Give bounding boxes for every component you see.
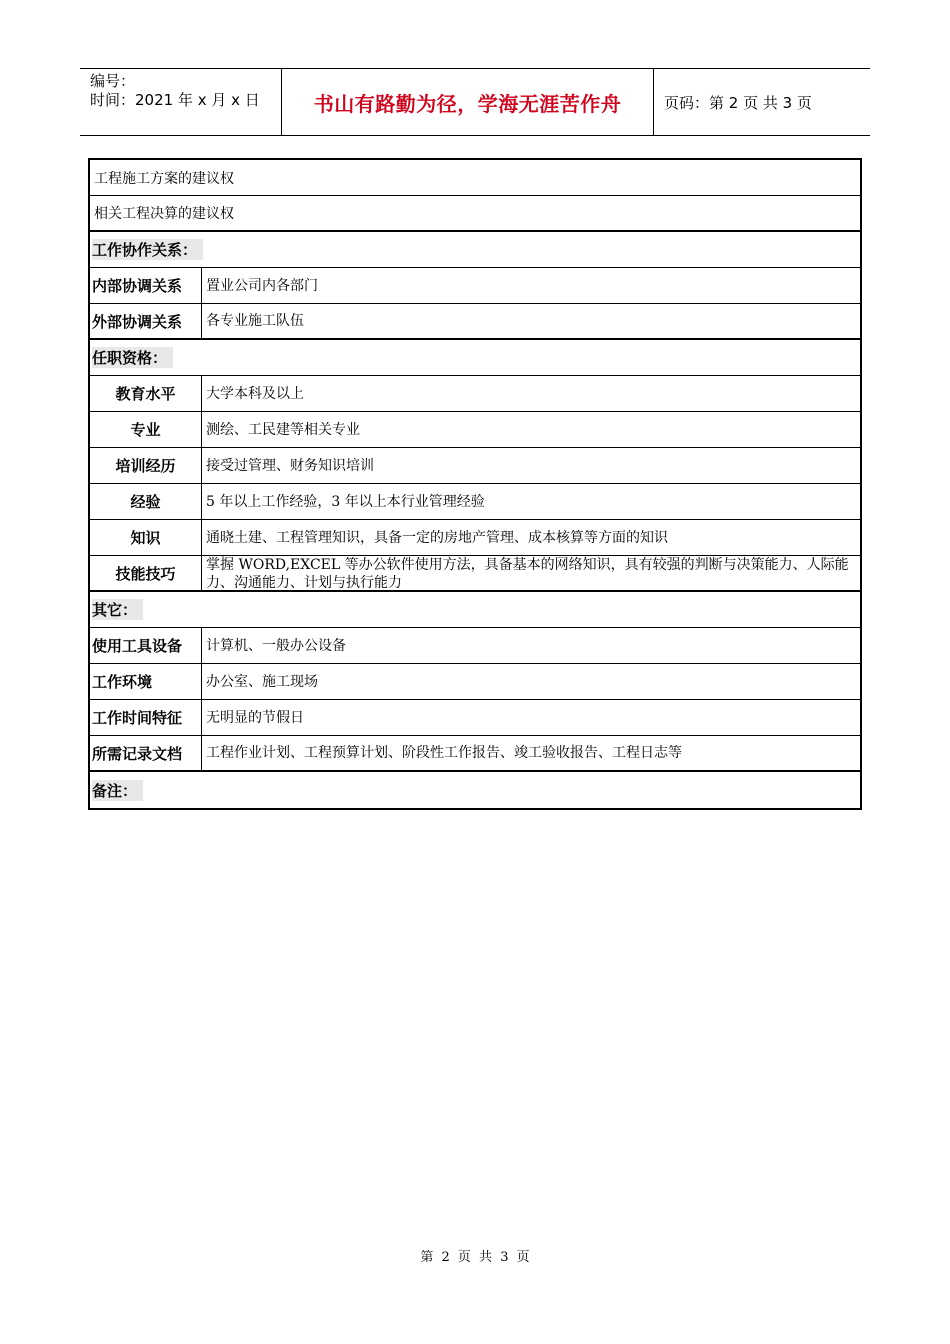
page-footer: 第 2 页 共 3 页 [420,1250,530,1265]
work-time-value: 无明显的节假日 [206,709,304,726]
education-value: 大学本科及以上 [206,385,304,402]
header-motto: 书山有路勤为径，学海无涯苦作舟 [282,69,654,135]
section-header-row [90,592,860,628]
training-label: 培训经历 [90,448,202,483]
documents-value: 工程作业计划、工程预算计划、阶段性工作报告、竣工验收报告、工程日志等 [206,745,682,761]
table-row [90,664,860,700]
document-date: 时间：2021 年 x 月 x 日 [90,91,260,109]
table-row [90,412,860,448]
job-description-table [88,158,862,810]
knowledge-value: 通晓土建、工程管理知识，具备一定的房地产管理、成本核算等方面的知识 [206,529,668,546]
table-row [90,484,860,520]
table-row [90,448,860,484]
table-row [90,520,860,556]
documents-label: 所需记录文档 [90,736,202,770]
authority-item: 工程施工方案的建议权 [94,170,234,187]
table-row [90,700,860,736]
section-qualification: 任职资格： [92,347,173,368]
section-cooperation: 工作协作关系： [92,239,203,260]
major-label: 专业 [90,412,202,447]
experience-label: 经验 [90,484,202,519]
experience-value: 5 年以上工作经验，3 年以上本行业管理经验 [206,493,485,510]
tools-label: 使用工具设备 [90,628,202,663]
section-header-row [90,340,860,376]
environment-label: 工作环境 [90,664,202,699]
skills-value: 掌握 WORD,EXCEL 等办公软件使用方法，具备基本的网络知识，具有较强的判断与决策能力、人际能力、沟通能力、计划与执行能力 [206,556,849,591]
table-row [90,376,860,412]
table-row [90,160,860,196]
tools-value: 计算机、一般办公设备 [206,637,346,654]
section-remarks: 备注： [92,780,143,801]
table-row [90,628,860,664]
table-row [90,556,860,592]
table-row [90,304,860,340]
external-label: 外部协调关系 [90,304,202,338]
education-label: 教育水平 [90,376,202,411]
table-row [90,196,860,232]
document-number: 编号： [90,72,136,90]
section-other: 其它： [92,599,143,620]
knowledge-label: 知识 [90,520,202,555]
table-row [90,736,860,772]
header-info [80,69,282,135]
authority-item: 相关工程决算的建议权 [94,206,234,222]
skills-label: 技能技巧 [90,556,202,590]
header-page-number: 页码：第 2 页 共 3 页 [664,93,812,112]
page-header [80,68,870,136]
environment-value: 办公室、施工现场 [206,673,318,690]
work-time-label: 工作时间特征 [90,700,202,735]
internal-label: 内部协调关系 [90,268,202,303]
training-value: 接受过管理、财务知识培训 [206,457,374,474]
major-value: 测绘、工民建等相关专业 [206,421,360,438]
section-header-row [90,772,860,808]
external-value: 各专业施工队伍 [206,313,304,329]
internal-value: 置业公司内各部门 [206,277,318,294]
section-header-row [90,232,860,268]
table-row [90,268,860,304]
